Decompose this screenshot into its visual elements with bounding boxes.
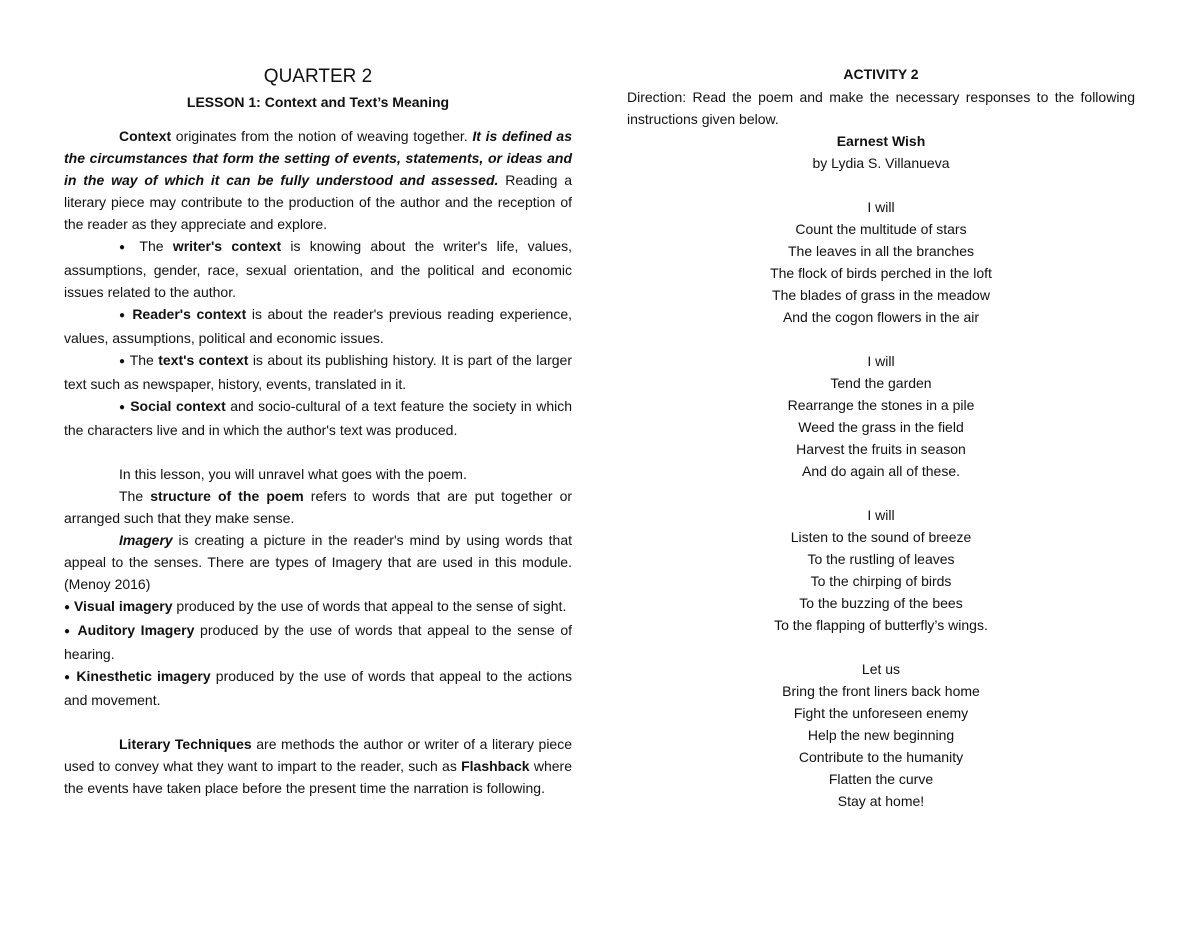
poem-line: To the rustling of leaves xyxy=(807,551,955,567)
poem-line: Stay at home! xyxy=(837,793,925,809)
poem-line: The blades of grass in the meadow xyxy=(772,287,990,303)
poem-line: Fight the unforeseen enemy xyxy=(793,705,969,721)
poem-line: Flatten the curve xyxy=(828,771,934,787)
poem-line: The leaves in all the branches xyxy=(788,243,974,259)
bullet-icon: ● xyxy=(119,356,126,367)
social-context-item: ● Social context and socio-cultural of a text feature the society in which the characters live and in which the author's text was produced. xyxy=(64,398,573,438)
poem-line: Count the multitude of stars xyxy=(795,221,967,237)
poem-line: Rearrange the stones in a pile xyxy=(787,397,975,413)
writers-context-item: ● The writer's context is knowing about the writer's life, values, assumptions, gender, race, sexual orientation, and the political and economic issues related to the author. xyxy=(64,238,572,300)
imagery-paragraph: Imagery is creating a picture in the reader's mind by using words that appeal to the senses. There are types of Imagery that are used in this module. (Menoy 2016) xyxy=(64,532,572,592)
bullet-icon: ● xyxy=(64,672,72,683)
poem-title: Earnest Wish xyxy=(836,133,926,149)
poem-line: Weed the grass in the field xyxy=(798,419,964,435)
structure-paragraph: The structure of the poem refers to words that are put together or arranged such that they make sense. xyxy=(64,488,573,526)
poem-stanza xyxy=(627,196,1135,328)
left-column xyxy=(64,64,572,799)
poem-line: I will xyxy=(867,353,895,369)
poem-line: Listen to the sound of breeze xyxy=(790,529,972,545)
readers-context-item: ● Reader's context is about the reader's previous reading experience, values, assumptions, political and economic issues. xyxy=(64,306,573,346)
poem-line: Help the new beginning xyxy=(807,727,955,743)
poem-line: To the buzzing of the bees xyxy=(799,595,963,611)
poem-line: And do again all of these. xyxy=(801,463,960,479)
poem-line: I will xyxy=(867,507,895,523)
poem-line: Tend the garden xyxy=(830,375,932,391)
kinesthetic-imagery-item: ● Kinesthetic imagery produced by the use of words that appeal to the actions and movement. xyxy=(64,668,572,708)
direction-text: Direction: Read the poem and make the necessary responses to the following instructions given below. xyxy=(627,89,1135,127)
poem-line: Bring the front liners back home xyxy=(782,683,980,699)
bullet-icon: ● xyxy=(119,310,127,321)
poem-body xyxy=(627,174,1135,812)
poem-line: And the cogon flowers in the air xyxy=(782,309,980,325)
poem-stanza xyxy=(627,658,1135,812)
bullet-icon: ● xyxy=(64,626,72,637)
poem-line: To the flapping of butterfly’s wings. xyxy=(774,617,988,633)
poem-line: The flock of birds perched in the loft xyxy=(770,265,992,281)
visual-imagery-item: ● Visual imagery produced by the use of words that appeal to the sense of sight. xyxy=(64,598,567,614)
activity-title: ACTIVITY 2 xyxy=(843,66,919,82)
quarter-heading: QUARTER 2 xyxy=(263,66,373,87)
context-paragraph: Context originates from the notion of weaving together. It is defined as the circumstances that form the setting of events, statements, or ideas and in the way of which it can be fully understood and assessed. Reading a literary piece may contribute to the production of the author and the reception of the reader as they appreciate and explore. xyxy=(64,128,572,232)
bullet-icon: ● xyxy=(64,602,71,613)
literary-techniques-paragraph: Literary Techniques are methods the author or writer of a literary piece used to convey what they want to impart to the reader, such as Flashback where the events have taken place before the present time the narration is following. xyxy=(64,736,572,796)
poem-line: Let us xyxy=(861,661,901,677)
poem-stanza xyxy=(627,504,1135,636)
poem-line: To the chirping of birds xyxy=(810,573,952,589)
poem-line: Contribute to the humanity xyxy=(798,749,964,765)
texts-context-item: ● The text's context is about its publishing history. It is part of the larger text such as newspaper, history, events, translated in it. xyxy=(64,352,572,392)
poem-stanza xyxy=(627,350,1135,482)
auditory-imagery-item: ● Auditory Imagery produced by the use of words that appeal to the sense of hearing. xyxy=(64,622,572,662)
poem-author: by Lydia S. Villanueva xyxy=(812,155,950,171)
unravel-sentence: In this lesson, you will unravel what goes with the poem. xyxy=(119,466,467,482)
lesson-title: LESSON 1: Context and Text’s Meaning xyxy=(186,94,450,110)
poem-line: I will xyxy=(867,199,895,215)
poem-line: Harvest the fruits in season xyxy=(796,441,966,457)
right-column xyxy=(627,64,1135,812)
bullet-icon: ● xyxy=(119,402,126,413)
bullet-icon: ● xyxy=(119,242,131,253)
